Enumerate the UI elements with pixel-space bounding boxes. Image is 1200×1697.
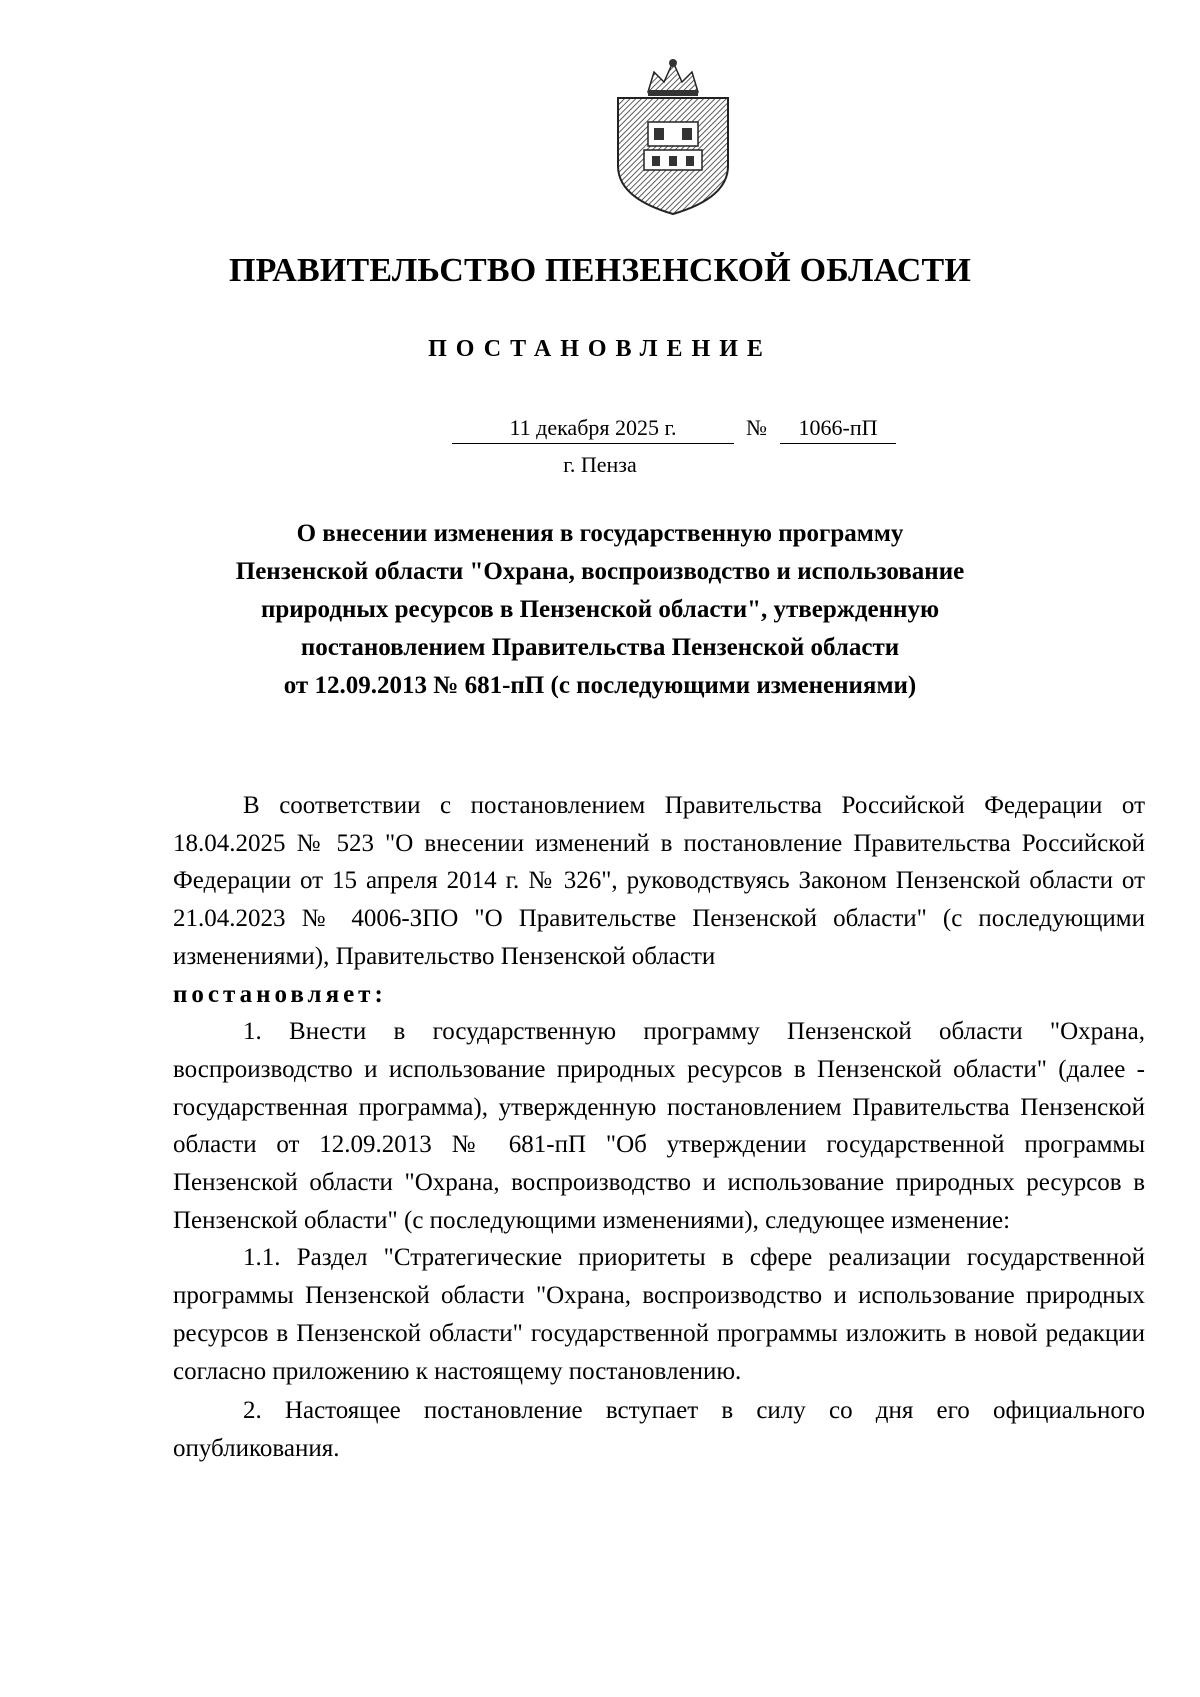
coat-of-arms-emblem xyxy=(608,58,738,218)
title-line: от 12.09.2013 № 681-пП (с последующими изменениями) xyxy=(283,672,917,699)
item-1-paragraph: 1. Внести в государственную программу Пензенской области "Охрана, воспроизводство и использование природных ресурсов в Пензенской области" (далее - государственная программа), утвержденную постановлением Правительства Пензенской области от 12.09.2013 № 681-пП "Об утверждении государственной программы Пензенской области "Охрана, воспроизводство и использование природных ресурсов в Пензенской области" (с последующими изменениями), следующее изменение: xyxy=(173,1018,1145,1234)
document-date: 11 декабря 2025 г. xyxy=(452,413,734,444)
item-2-paragraph: 2. Настоящее постановление вступает в силу со дня его официального опубликования. xyxy=(173,1397,1145,1462)
document-number: 1066-пП xyxy=(780,413,896,444)
item-1-1-paragraph: 1.1. Раздел "Стратегические приоритеты в сфере реализации государственной программы Пензенской области "Охрана, воспроизводство и использование природных ресурсов в Пензенской области" государственной программы изложить в новой редакции согласно приложению к настоящему постановлению. xyxy=(173,1244,1145,1385)
date-number-row xyxy=(0,413,1200,447)
title-line: постановлением Правительства Пензенской области xyxy=(300,634,900,661)
organization-title: ПРАВИТЕЛЬСТВО ПЕНЗЕНСКОЙ ОБЛАСТИ xyxy=(228,252,971,289)
resolves-word: постановляет: xyxy=(173,980,387,1008)
title-line: Пензенской области "Охрана, воспроизводство и использование xyxy=(235,558,965,585)
title-line: природных ресурсов в Пензенской области", утвержденную xyxy=(260,596,940,623)
preamble-paragraph: В соответствии с постановлением Правительства Российской Федерации от 18.04.2025 № 523 "О внесении изменений в постановление Правительства Российской Федерации от 15 апреля 2014 г. № 326", руководствуясь Законом Пензенской области от 21.04.2023 № 4006-ЗПО "О Правительстве Пензенской области" (с последующими изменениями), Правительство Пензенской области xyxy=(173,792,1145,970)
document-type: ПОСТАНОВЛЕНИЕ xyxy=(428,336,772,362)
title-line: О внесении изменения в государственную программу xyxy=(296,520,904,547)
number-sign: № xyxy=(746,415,767,440)
document-title xyxy=(200,515,1000,705)
document-body xyxy=(173,787,1145,1468)
city: г. Пенза xyxy=(563,452,637,477)
